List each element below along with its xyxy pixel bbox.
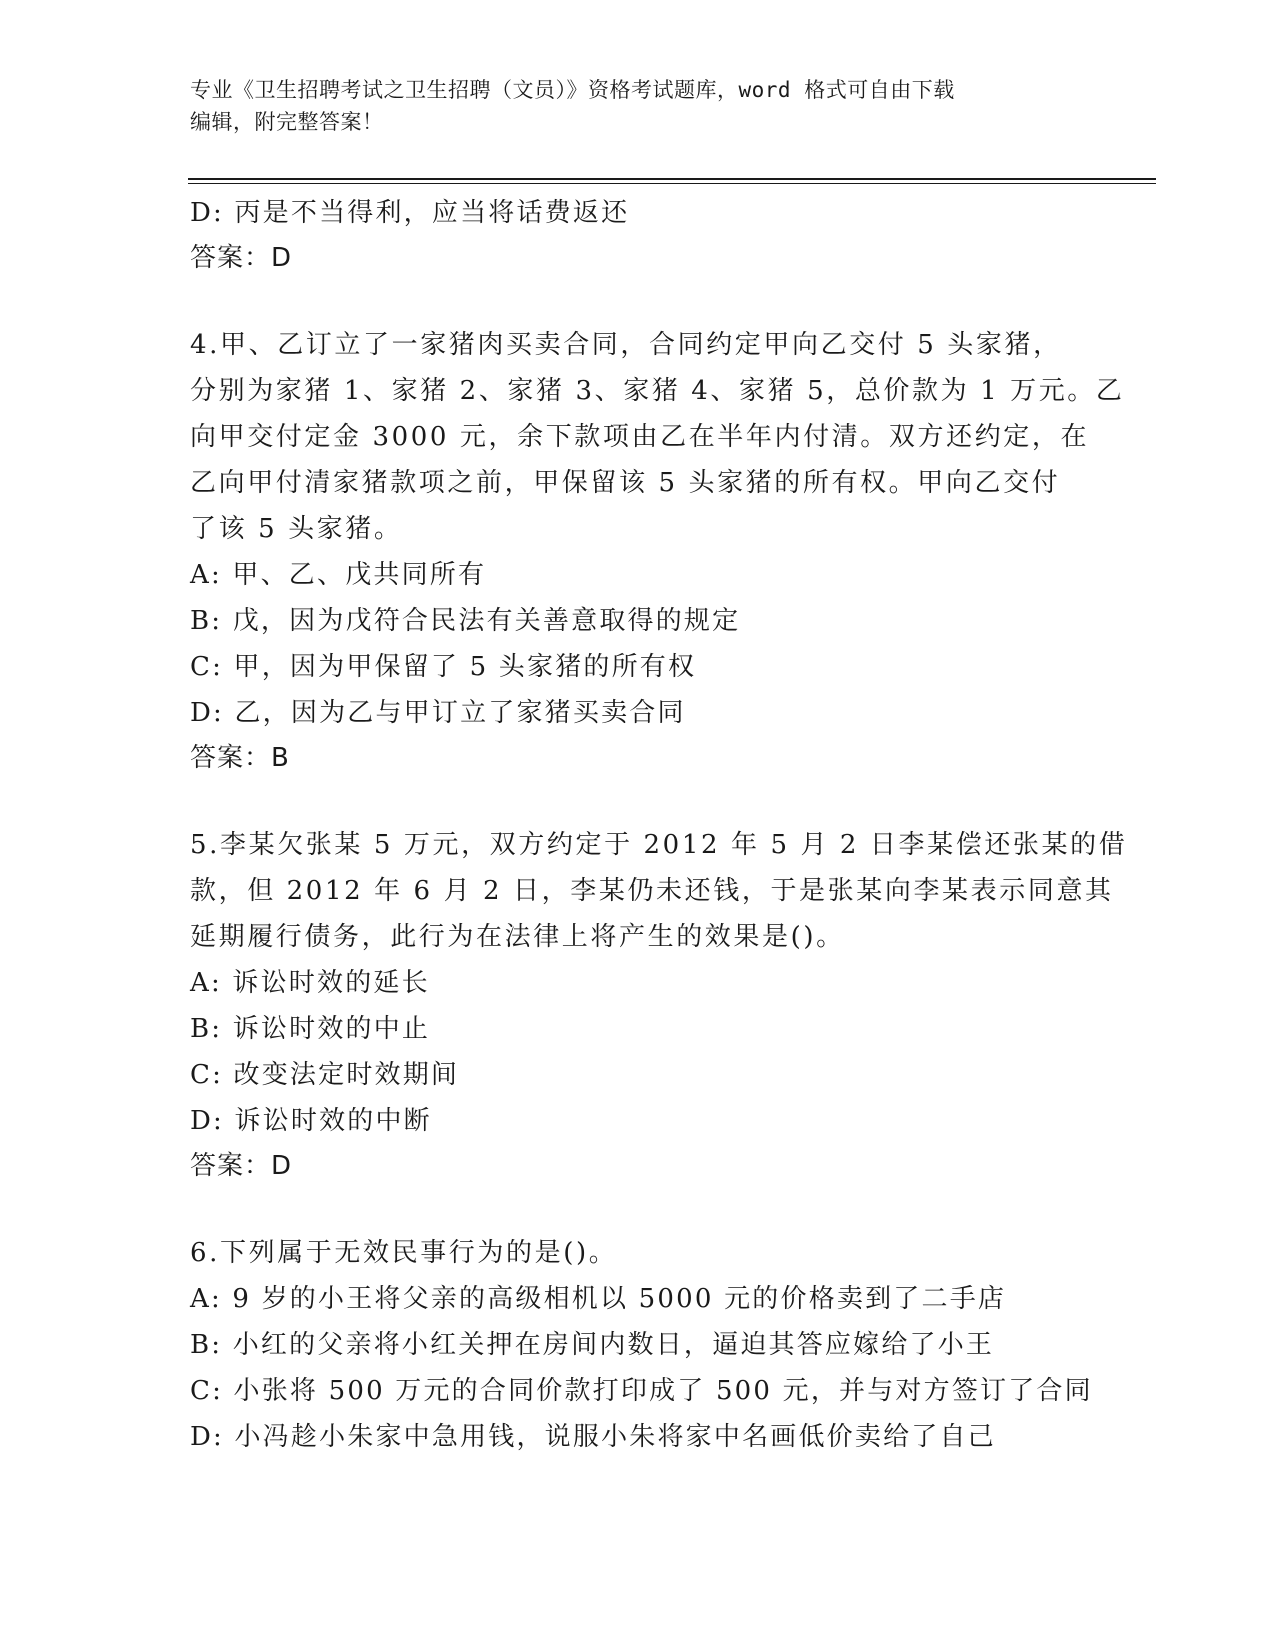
option-b: B: 戊，因为戊符合民法有关善意取得的规定 [190, 606, 741, 636]
stem-line: 向甲交付定金 3000 元，余下款项由乙在半年内付清。双方还约定，在 [190, 422, 1090, 452]
option-a: A: 甲、乙、戊共同所有 [190, 560, 487, 590]
document-header [190, 74, 1090, 138]
answer-line: 答案：D [190, 243, 293, 273]
stem-line: 延期履行债务，此行为在法律上将产生的效果是()。 [190, 922, 845, 952]
spacer [190, 1188, 1090, 1230]
option-b: B: 小红的父亲将小红关押在房间内数日，逼迫其答应嫁给了小王 [190, 1330, 995, 1360]
option-d: D: 丙是不当得利，应当将话费返还 [190, 198, 630, 228]
option-d: D: 小冯趁小朱家中急用钱，说服小朱将家中名画低价卖给了自己 [190, 1422, 996, 1452]
header-line-2: 编辑，附完整答案！ [190, 110, 384, 134]
document-body [190, 190, 1128, 1460]
option-d: D: 诉讼时效的中断 [190, 1106, 432, 1136]
option-c: C: 改变法定时效期间 [190, 1060, 460, 1090]
previous-question-tail [190, 190, 1090, 280]
stem-line: 6.下列属于无效民事行为的是()。 [190, 1238, 618, 1268]
stem-line: 乙向甲付清家猪款项之前，甲保留该 5 头家猪的所有权。甲向乙交付 [190, 468, 1061, 498]
header-line-1: 专业《卫生招聘考试之卫生招聘（文员）》资格考试题库，word 格式可自由下载 [190, 78, 955, 102]
stem-line: 5.李某欠张某 5 万元，双方约定于 2012 年 5 月 2 日李某偿还张某的借 [190, 830, 1128, 860]
stem-line: 4.甲、乙订立了一家猪肉买卖合同，合同约定甲向乙交付 5 头家猪， [190, 330, 1062, 360]
stem-line: 了该 5 头家猪。 [190, 514, 403, 544]
stem-line: 款，但 2012 年 6 月 2 日，李某仍未还钱，于是张某向李某表示同意其 [190, 876, 1114, 906]
question-stem [190, 322, 1125, 552]
question-6 [190, 1230, 1093, 1460]
answer-line: 答案：D [190, 1151, 293, 1181]
question-stem [190, 822, 1128, 960]
option-b: B: 诉讼时效的中止 [190, 1014, 431, 1044]
option-c: C: 小张将 500 万元的合同价款打印成了 500 元，并与对方签订了合同 [190, 1376, 1093, 1406]
answer-line: 答案：B [190, 743, 290, 773]
stem-line: 分别为家猪 1、家猪 2、家猪 3、家猪 4、家猪 5，总价款为 1 万元。乙 [190, 376, 1125, 406]
header-divider-thick [188, 178, 1156, 180]
option-a: A: 诉讼时效的延长 [190, 968, 430, 998]
question-5 [190, 822, 1128, 1188]
spacer [190, 780, 1090, 822]
question-stem [190, 1230, 1090, 1276]
option-d: D: 乙，因为乙与甲订立了家猪买卖合同 [190, 698, 686, 728]
spacer [190, 280, 1090, 322]
question-4 [190, 322, 1125, 780]
header-divider-thin [188, 183, 1156, 184]
option-a: A: 9 岁的小王将父亲的高级相机以 5000 元的价格卖到了二手店 [190, 1284, 1007, 1314]
option-c: C: 甲，因为甲保留了 5 头家猪的所有权 [190, 652, 697, 682]
